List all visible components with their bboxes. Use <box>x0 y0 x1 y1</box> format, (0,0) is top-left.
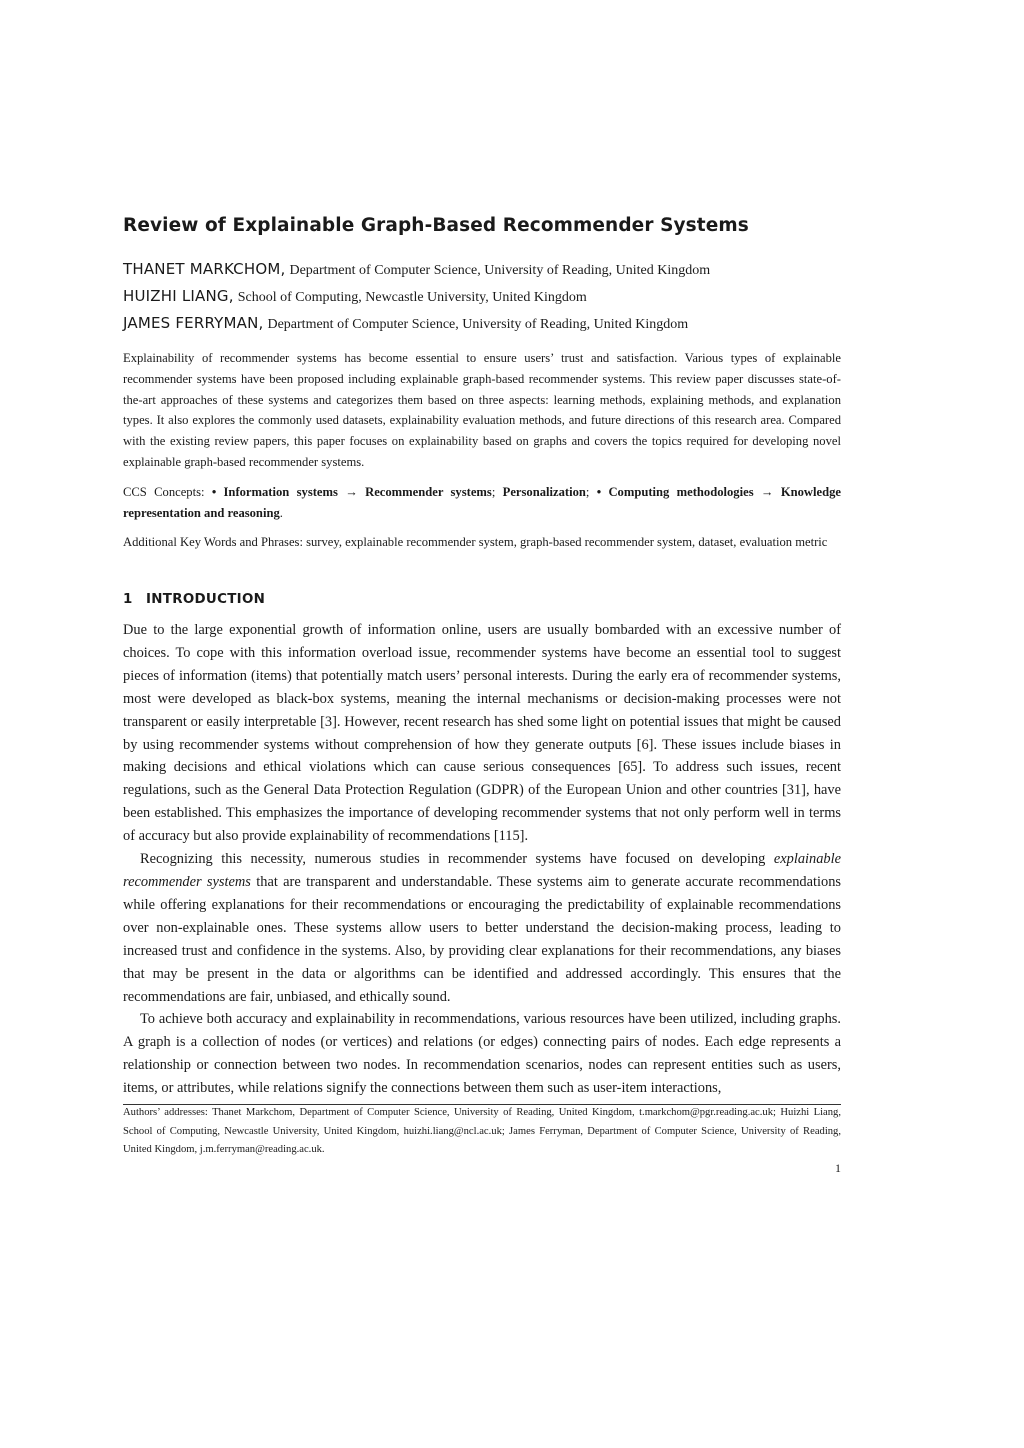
author-name: HUIZHI LIANG, <box>123 287 234 305</box>
ccs-term: Personalization <box>502 485 586 499</box>
paragraph-text: that are transparent and understandable. These systems aim to generate accurate recommendations while offering explanations for their recommendations or encouraging the predictability of explainable recommendations over non-explainable ones. These systems allow users to better understand the decision-making process, leading to increased trust and confidence in the systems. Also, by providing clear explanations for their recommendations, any biases that may be present in the data or algorithms can be identified and addressed accordingly. This ensures that the recommendations are fair, unbiased, and ethically sound. <box>123 873 841 1005</box>
author-affiliation: Department of Computer Science, University of Reading, United Kingdom <box>267 317 689 332</box>
ccs-separator: ; <box>585 485 597 499</box>
paper-title: Review of Explainable Graph-Based Recommender Systems <box>123 215 749 236</box>
author-line <box>123 314 841 333</box>
author-affiliation: Department of Computer Science, University of Reading, United Kingdom <box>289 263 711 278</box>
section-heading <box>123 592 265 607</box>
author-name: JAMES FERRYMAN, <box>123 314 264 332</box>
emphasis-term: explainable recommender systems <box>123 851 841 890</box>
paper-page <box>123 0 841 1448</box>
keywords: Additional Key Words and Phrases: survey, explainable recommender system, graph-based recommender system, dataset, evaluation metric <box>123 535 828 549</box>
footnote: Authors’ addresses: Thanet Markchom, Department of Computer Science, University of Reading, United Kingdom, t.markchom@pgr.reading.ac.uk; Huizhi Liang, School of Computing, Newcastle University, United Kingdom, huizhi.liang@ncl.ac.uk; James Ferryman, Department of Computer Science, University of Reading, United Kingdom, j.m.ferryman@reading.ac.uk. <box>123 1107 841 1156</box>
paragraph-text: Recognizing this necessity, numerous studies in recommender systems have focused on developing <box>140 851 774 868</box>
author-line <box>123 260 841 279</box>
ccs-term: • Information systems → Recommender systems <box>211 485 492 499</box>
paragraph <box>123 848 841 1008</box>
abstract: Explainability of recommender systems has become essential to ensure users’ trust and satisfaction. Various types of explainable recommender systems have been proposed including explainable graph-based recommender systems. This review paper discusses state-of-the-art approaches of these systems and categorizes them based on three aspects: learning methods, explaining methods, and explanation types. It also explores the commonly used datasets, explainability evaluation methods, and future directions of this research area. Compared with the existing review papers, this paper focuses on explainability based on graphs and covers the topics required for developing novel explainable graph-based recommender systems. <box>123 351 841 469</box>
ccs-term: • Computing methodologies → Knowledge representation and reasoning <box>123 485 841 520</box>
section-title: INTRODUCTION <box>146 592 266 607</box>
paragraph: To achieve both accuracy and explainability in recommendations, various resources have been utilized, including graphs. A graph is a collection of nodes (or vertices) and relations (or edges) connecting pairs of nodes. Each edge represents a relationship or connection between two nodes. In recommendation scenarios, nodes can represent entities such as users, items, or attributes, while relations signify the connections between them such as user-item interactions, <box>123 1011 841 1097</box>
section-number: 1 <box>123 592 133 607</box>
page-number: 1 <box>835 1161 841 1175</box>
author-affiliation: School of Computing, Newcastle University, United Kingdom <box>237 290 587 305</box>
ccs-label: CCS Concepts: <box>123 485 212 499</box>
paragraph: Due to the large exponential growth of information online, users are usually bombarded with an excessive number of choices. To cope with this information overload issue, recommender systems have become an essential tool to suggest pieces of information (items) that potentially match users’ personal interests. During the early era of recommender systems, most were developed as black-box systems, meaning the internal mechanisms or decision-making processes were not transparent or easily interpretable [3]. However, recent research has shed some light on potential issues that might be caused by using recommender systems without comprehension of how they generate outputs [6]. These issues include biases in making decisions and ethical violations which can cause serious consequences [65]. To address such issues, recent regulations, such as the General Data Protection Regulation (GDPR) of the European Union and other countries [31], have been established. This emphasizes the importance of developing recommender systems that not only perform well in terms of accuracy but also provide explainability of recommendations [115]. <box>123 622 841 845</box>
body-text <box>123 619 841 1100</box>
ccs-separator: ; <box>491 485 503 499</box>
author-name: THANET MARKCHOM, <box>123 260 286 278</box>
author-line <box>123 287 841 306</box>
ccs-concepts <box>123 482 841 524</box>
ccs-end: . <box>279 505 283 520</box>
